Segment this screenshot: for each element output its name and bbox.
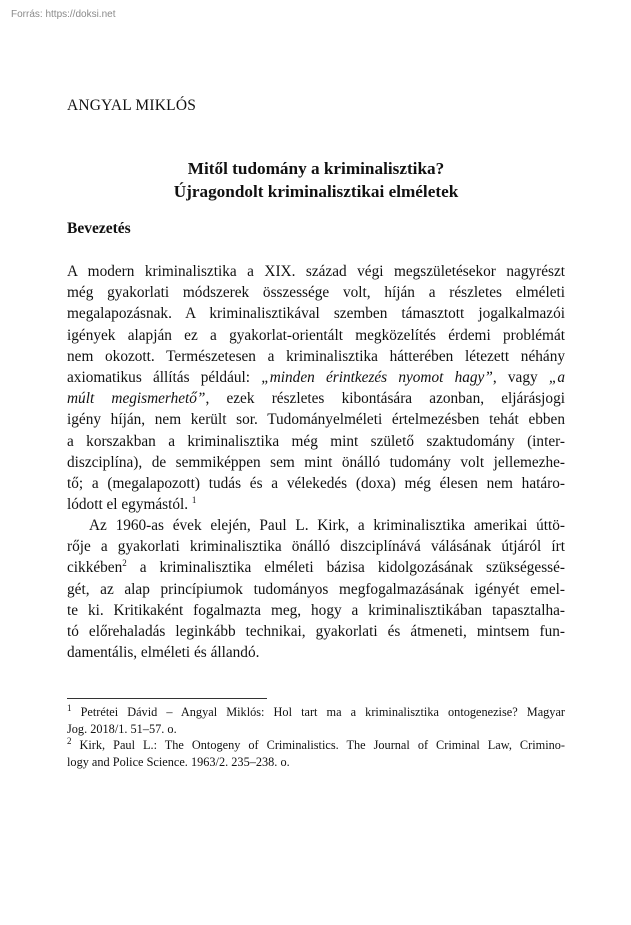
body-line: nem okozott. Természetesen a kriminalisztika hátterében létezett néhány — [67, 347, 565, 365]
footnote-ref-1[interactable]: 1 — [191, 494, 197, 505]
quote-axiom-2-start: „a — [548, 368, 565, 386]
paragraph-1 — [67, 261, 565, 515]
text-run: a kriminalisztika elméleti bázisa kidolgozásának szükségessé- — [126, 559, 565, 577]
footnote-1-line-2: Jog. 2018/1. 51–57. o. — [67, 721, 177, 736]
body-line: rője a gyakorlati kriminalisztika önálló diszciplínává válásának útjáról írt — [67, 538, 565, 556]
body-line: megalapozásnak. A kriminalisztikával szemben támasztott jogalkalmazói — [67, 305, 565, 323]
body-line: te ki. Kritikaként fogalmazta meg, hogy a kriminalisztikában tapasztalha- — [67, 601, 565, 619]
body-line — [67, 494, 565, 515]
text-run: lódott el egymástól. — [67, 496, 189, 514]
body-line: tó előrehaladás leginkább technikai, gyakorlati és átmeneti, mintsem fun- — [67, 622, 565, 640]
body-line — [67, 557, 565, 578]
text-run: Kirk, Paul L.: The Ontogeny of Criminalistics. The Journal of Criminal Law, Crimino- — [71, 738, 565, 753]
body-line: diszciplína), de semmiképpen sem mint önálló tudomány volt jellemezhe- — [67, 453, 565, 471]
paragraph-2 — [67, 515, 565, 663]
body-line: damentális, elméleti és állandó. — [67, 644, 260, 662]
footnotes — [67, 704, 565, 770]
footnote-ref-2[interactable]: 2 — [122, 558, 127, 569]
footnote-number-1: 1 — [67, 704, 72, 713]
text-run: cikkében — [67, 559, 123, 577]
footnote-number-2: 2 — [67, 737, 72, 747]
footnote-divider — [67, 698, 267, 699]
section-heading: Bevezetés — [67, 220, 131, 237]
body-line — [67, 367, 565, 388]
text-run: , vagy — [492, 368, 549, 386]
title-line-1: Mitől tudomány a kriminalisztika? — [187, 159, 445, 178]
body-line: tő; a (megalapozott) tudás és a vélekedés (doxa) még élesen nem határo- — [67, 474, 565, 492]
body-line: még gyakorlati módszerek összessége volt, híján a részletes elméleti — [67, 284, 565, 302]
body-line — [67, 388, 565, 409]
source-watermark: Forrás: https://doksi.net — [11, 9, 116, 20]
body-line: gét, az alap princípiumok tudományos megfogalmazásának igényét emel- — [67, 580, 565, 598]
footnote-1-line-1 — [67, 704, 565, 721]
footnote-2-line-2: logy and Police Science. 1963/2. 235–238. o. — [67, 754, 290, 769]
quote-axiom-2-end: múlt megismerhető” — [67, 390, 206, 408]
footnote-2-line-1 — [67, 737, 565, 754]
text-run: Petrétei Dávid – Angyal Miklós: Hol tart ma a kriminalisztika ontogenezise? Magyar — [71, 705, 565, 719]
author-name: ANGYAL MIKLÓS — [67, 97, 197, 114]
body-line: A modern kriminalisztika a XIX. század végi megszületésekor nagyrészt — [67, 263, 565, 280]
title-line-2: Újragondolt kriminalisztikai elméletek — [173, 182, 459, 201]
text-run: , ezek részletes kibontására azonban, eljárásjogi — [205, 390, 565, 408]
body-line: igény híján, nem került sor. Tudományelméleti értelmezésben tehát ebben — [67, 411, 565, 429]
body-line: Az 1960-as évek elején, Paul L. Kirk, a kriminalisztika amerikai úttö- — [89, 517, 565, 534]
body-line: a korszakban a kriminalisztika még mint születő szaktudomány (inter- — [67, 432, 565, 450]
text-run: axiomatikus állítás például: — [67, 368, 262, 386]
quote-axiom-1: „minden érintkezés nyomot hagy” — [261, 368, 493, 386]
body-line: igények alapján ez a gyakorlat-orientált megközelítés érdemi problémát — [67, 326, 565, 344]
